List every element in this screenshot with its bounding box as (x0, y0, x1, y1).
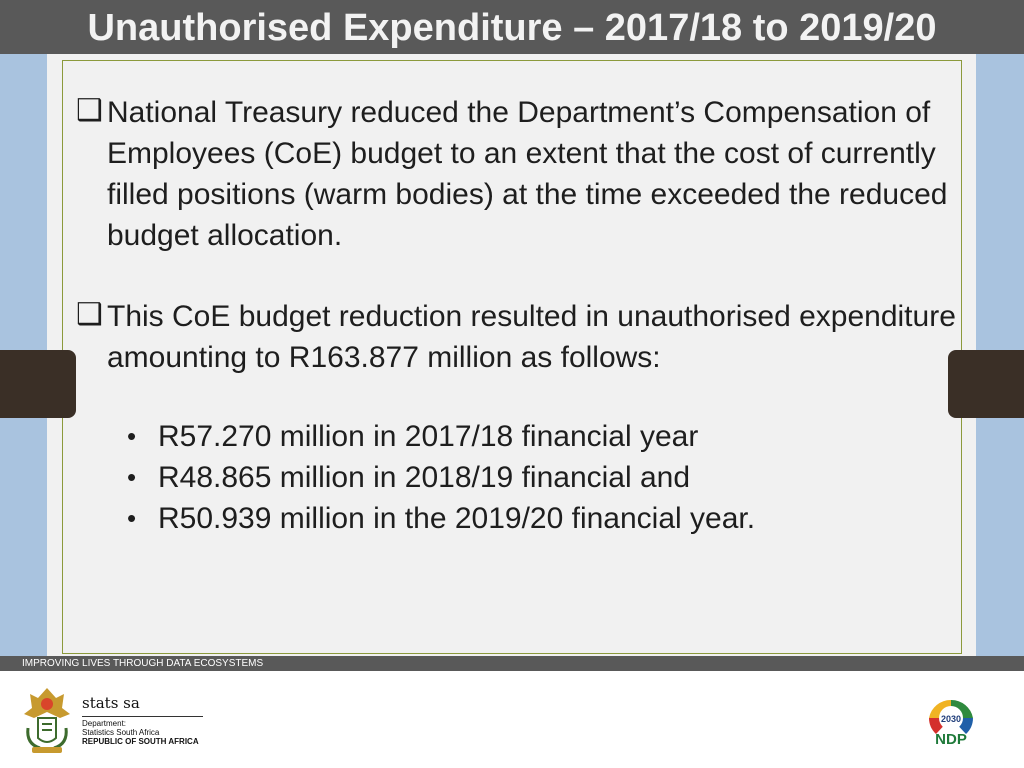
coat-of-arms-icon (20, 684, 74, 756)
paragraph-1 (76, 92, 956, 256)
bullet-dot-icon: • (127, 462, 137, 492)
dept-name: Statistics South Africa (82, 728, 160, 737)
slide-body (76, 92, 956, 539)
checkbox-square-icon: ❑ (76, 298, 103, 331)
list-item (127, 498, 956, 539)
expenditure-list (76, 416, 956, 539)
paragraph-1-text: National Treasury reduced the Department’s Compensation of Employees (CoE) budget to an extent that the cost of currently filled positions (warm bodies) at the time exceeded the reduced budget allocation. (107, 96, 948, 252)
list-item-text: R48.865 million in 2018/19 financial and (158, 461, 691, 494)
dept-label: Department: (82, 719, 127, 728)
ndp-2030-logo-icon (924, 698, 978, 746)
right-bracket (948, 350, 1024, 418)
list-item-text: R57.270 million in 2017/18 financial year (158, 420, 699, 453)
ndp-logo-year: 2030 (940, 714, 962, 724)
left-bracket (0, 350, 76, 418)
bullet-dot-icon: • (127, 503, 137, 533)
org-divider (82, 716, 203, 717)
country-name: REPUBLIC OF SOUTH AFRICA (82, 737, 199, 746)
paragraph-2 (76, 296, 956, 378)
list-item (127, 457, 956, 498)
bullet-dot-icon: • (127, 421, 137, 451)
list-item-text: R50.939 million in the 2019/20 financial year. (158, 502, 756, 535)
paragraph-2-text: This CoE budget reduction resulted in unauthorised expenditure amounting to R163.877 million as follows: (107, 300, 956, 374)
ndp-logo-text: NDP (935, 731, 967, 746)
org-name: stats sa (82, 694, 140, 712)
slide-title: Unauthorised Expenditure – 2017/18 to 2019/20 (87, 7, 937, 49)
footer-tagline: IMPROVING LIVES THROUGH DATA ECOSYSTEMS (22, 658, 264, 669)
checkbox-square-icon: ❑ (76, 94, 103, 127)
list-item (127, 416, 956, 457)
